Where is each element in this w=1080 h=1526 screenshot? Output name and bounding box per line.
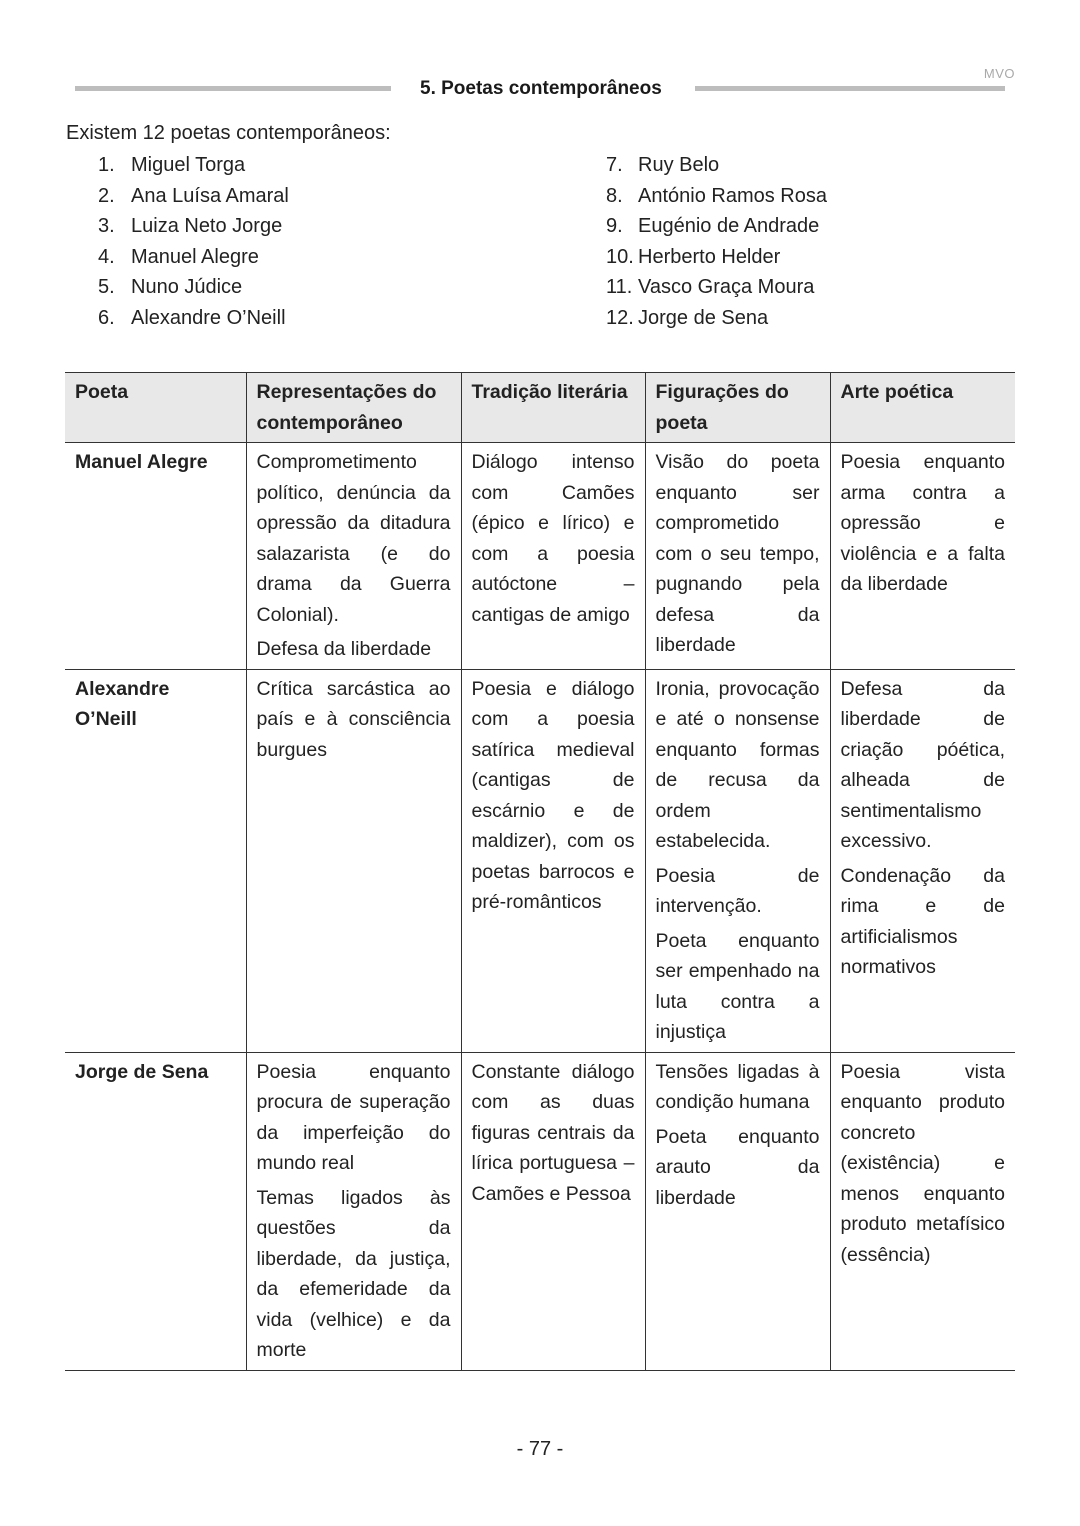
poet-cell: Jorge de Sena [65, 1052, 246, 1370]
cell-paragraph: Ironia, provocação e até o nonsense enquanto formas de recusa da ordem estabelecida. [655, 677, 820, 852]
intro-text: Existem 12 poetas contemporâneos: [66, 122, 391, 144]
list-number: 3. [98, 215, 115, 238]
list-item [98, 211, 289, 242]
cell-paragraph: Poesia e diálogo com a poesia satírica medieval (cantigas de escárnio e de maldizer), com os poetas barrocos e pré-românticos [471, 677, 635, 913]
poet-name: Vasco Graça Moura [638, 276, 815, 299]
list-item [98, 181, 289, 212]
poets-table [65, 372, 1015, 1371]
tradicao-cell [461, 1052, 645, 1370]
list-number: 11. [606, 276, 633, 299]
cell-paragraph: Visão do poeta enquanto ser comprometido com o seu tempo, pugnando pela defesa da liberdade [655, 451, 820, 656]
poet-name: Luiza Neto Jorge [131, 215, 283, 238]
table-row [65, 443, 1015, 670]
cell-paragraph: Tensões ligadas à condição humana [655, 1060, 820, 1113]
poet-name: Manuel Alegre [131, 245, 259, 268]
cell-paragraph: Comprometimento político, denúncia da opressão da ditadura salazarista (e do drama da Guerra Colonial). [256, 451, 451, 626]
column-header-tradicao: Tradição literária [461, 373, 645, 443]
cell-paragraph: Condenação da rima e de artificialismos normativos [840, 864, 1005, 978]
poet-name: Ruy Belo [638, 154, 720, 176]
column-header-arte: Arte poética [830, 373, 1015, 443]
poet-name: Eugénio de Andrade [638, 215, 820, 238]
list-item [98, 242, 289, 273]
figuracoes-cell [645, 1052, 830, 1370]
list-number: 10. [606, 245, 634, 268]
poet-name: António Ramos Rosa [638, 184, 827, 207]
cell-paragraph: Temas ligados às questões da liberdade, da justiça, da efemeridade da vida (velhice) e da morte [256, 1186, 451, 1361]
poet-name: Jorge de Sena [638, 306, 769, 329]
list-number: 7. [606, 154, 623, 176]
poet-cell: Alexandre O’Neill [65, 669, 246, 1052]
cell-paragraph: Defesa da liberdade de criação póética, alheada de sentimentalismo excessivo. [840, 677, 1005, 852]
poet-cell: Manuel Alegre [65, 443, 246, 670]
cell-paragraph: Poesia de intervenção. [655, 864, 820, 917]
tradicao-cell [461, 669, 645, 1052]
figuracoes-cell [645, 443, 830, 670]
arte-cell [830, 669, 1015, 1052]
cell-paragraph: Poesia enquanto procura de superação da imperfeição do mundo real [256, 1060, 451, 1174]
list-item [606, 211, 827, 242]
poet-name: Alexandre O’Neill [131, 306, 286, 329]
cell-paragraph: Defesa da liberdade [256, 638, 432, 660]
list-item [606, 150, 827, 181]
cell-paragraph: Poesia vista enquanto produto concreto (existência) e menos enquanto produto metafísico (essência) [840, 1060, 1005, 1266]
column-header-representacoes: Representações do contemporâneo [246, 373, 461, 443]
list-number: 8. [606, 184, 623, 207]
poet-name: Miguel Torga [131, 154, 246, 176]
page-header [75, 66, 1015, 108]
arte-cell [830, 443, 1015, 670]
cell-paragraph: Constante diálogo com as duas figuras centrais da lírica portuguesa – Camões e Pessoa [471, 1060, 635, 1205]
list-item [606, 181, 827, 212]
author-watermark: MVO [983, 66, 1015, 81]
list-item [606, 242, 827, 273]
list-number: 1. [98, 154, 115, 176]
list-item [98, 272, 289, 303]
representacoes-cell [246, 1052, 461, 1370]
list-number: 4. [98, 245, 115, 268]
representacoes-cell [246, 669, 461, 1052]
cell-paragraph: Crítica sarcástica ao país e à consciência burgues [256, 677, 451, 761]
figuracoes-cell [645, 669, 830, 1052]
list-item [606, 303, 827, 334]
table-row [65, 1052, 1015, 1370]
list-number: 5. [98, 276, 115, 299]
poet-list-left [98, 150, 289, 334]
column-header-figuracoes: Figurações do poeta [645, 373, 830, 443]
column-header-poeta: Poeta [65, 373, 246, 443]
header-rule-right [695, 86, 1005, 91]
list-number: 6. [98, 306, 115, 329]
list-number: 12. [606, 306, 634, 329]
poet-name: Ana Luísa Amaral [131, 184, 289, 207]
list-number: 2. [98, 184, 115, 207]
list-item [606, 272, 827, 303]
page-number: - 77 - [516, 1438, 564, 1460]
poet-name: Nuno Júdice [131, 276, 243, 299]
cell-paragraph: Poeta enquanto arauto da liberdade [655, 1125, 820, 1209]
cell-paragraph: Diálogo intenso com Camões (épico e lírico) e com a poesia autóctone – cantigas de amigo [471, 451, 635, 626]
header-rule-left [75, 86, 391, 91]
table-header-row [65, 373, 1015, 443]
section-title: 5. Poetas contemporâneos [420, 78, 662, 99]
poet-list-right [606, 150, 827, 334]
list-number: 9. [606, 215, 623, 238]
list-item [98, 150, 289, 181]
cell-paragraph: Poesia enquanto arma contra a opressão e violência e a falta da liberdade [840, 451, 1005, 595]
poet-name: Herberto Helder [638, 245, 781, 268]
table-row [65, 669, 1015, 1052]
cell-paragraph: Poeta enquanto ser empenhado na luta contra a injustiça [655, 929, 820, 1043]
list-item [98, 303, 289, 334]
tradicao-cell [461, 443, 645, 670]
arte-cell [830, 1052, 1015, 1370]
representacoes-cell [246, 443, 461, 670]
